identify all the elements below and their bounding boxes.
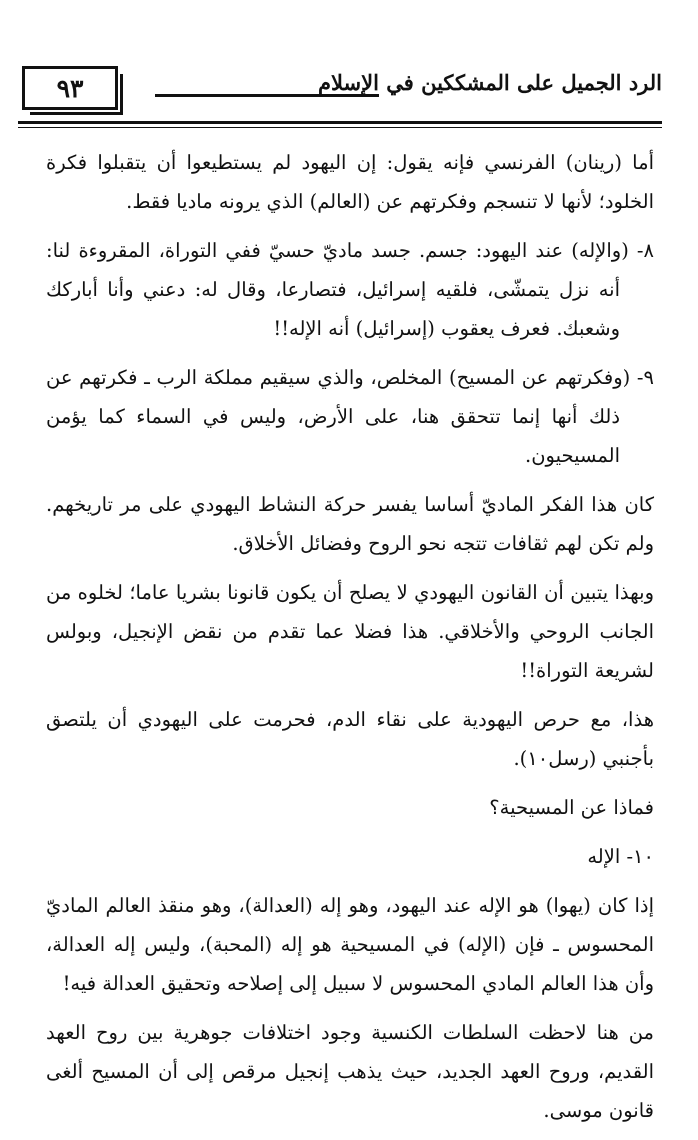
paragraph-testaments: من هنا لاحظت السلطات الكنسية وجود اختلافات جوهرية بين روح العهد القديم، وروح العهد الجديد، حيث يذهب إنجيل مرقص إلى أن المسيح ألغى قانون موسى.	[46, 1021, 654, 1122]
paragraph-item-8: ٨- (والإله) عند اليهود: جسم. جسد ماديّ حسيّ ففي التوراة، المقروءة لنا: أنه نزل يتمشّى، فلقيه إسرائيل، فتصارعا، وقال له: دعني وأنا أباركك وشعبك. فعرف يعقوب (إسرائيل) أنه الإله!!	[46, 239, 654, 340]
paragraph-question: فماذا عن المسيحية؟	[489, 796, 654, 819]
section-heading-god: ١٠- الإله	[587, 845, 654, 868]
paragraph-god-of-love: إذا كان (يهوا) هو الإله عند اليهود، وهو إله (العدالة)، وهو منقذ العالم الماديّ المحسوس ـ فإن (الإله) في المسيحية هو إله (المحبة)، وليس إله العدالة، وأن هذا العالم المادي المحسوس لا سبيل إلى إصلاحه وتحقيق العدالة فيه!	[46, 894, 654, 995]
paragraph-jewish-law: وبهذا يتبين أن القانون اليهودي لا يصلح أن يكون قانونا بشريا عاما؛ لخلوه من الجانب الروحي والأخلاقي. هذا فضلا عما تقدم من نقض الإنجيل، وبولس لشريعة التوراة!!	[46, 581, 654, 682]
book-title: الرد الجميل على المشككين في الإسلام	[318, 70, 662, 95]
paragraph-blood-purity: هذا، مع حرص اليهودية على نقاء الدم، فحرمت على اليهودي أن يلتصق بأجنبي (رسل١٠).	[46, 708, 654, 770]
header-rule-thick	[18, 121, 662, 124]
page-body	[46, 143, 654, 1140]
paragraph-item-9: ٩- (وفكرتهم عن المسيح) المخلص، والذي سيقيم مملكة الرب ـ فكرتهم عن ذلك أنها إنما تتحقق هنا، على الأرض، وليس في السماء كما يؤمن المسيحيون.	[46, 366, 654, 467]
page-number: ٩٣	[56, 73, 84, 103]
page-header	[22, 66, 662, 114]
header-rule-thin	[18, 127, 662, 128]
paragraph-materialism: كان هذا الفكر الماديّ أساسا يفسر حركة النشاط اليهودي على مر تاريخهم. ولم تكن لهم ثقافات تتجه نحو الروح وفضائل الأخلاق.	[46, 493, 654, 555]
page-number-box	[22, 66, 118, 110]
paragraph-renan: أما (رينان) الفرنسي فإنه يقول: إن اليهود لم يستطيعوا أن يتقبلوا فكرة الخلود؛ لأنها لا تنسجم وفكرتهم عن (العالم) الذي يرونه ماديا فقط.	[46, 151, 654, 213]
